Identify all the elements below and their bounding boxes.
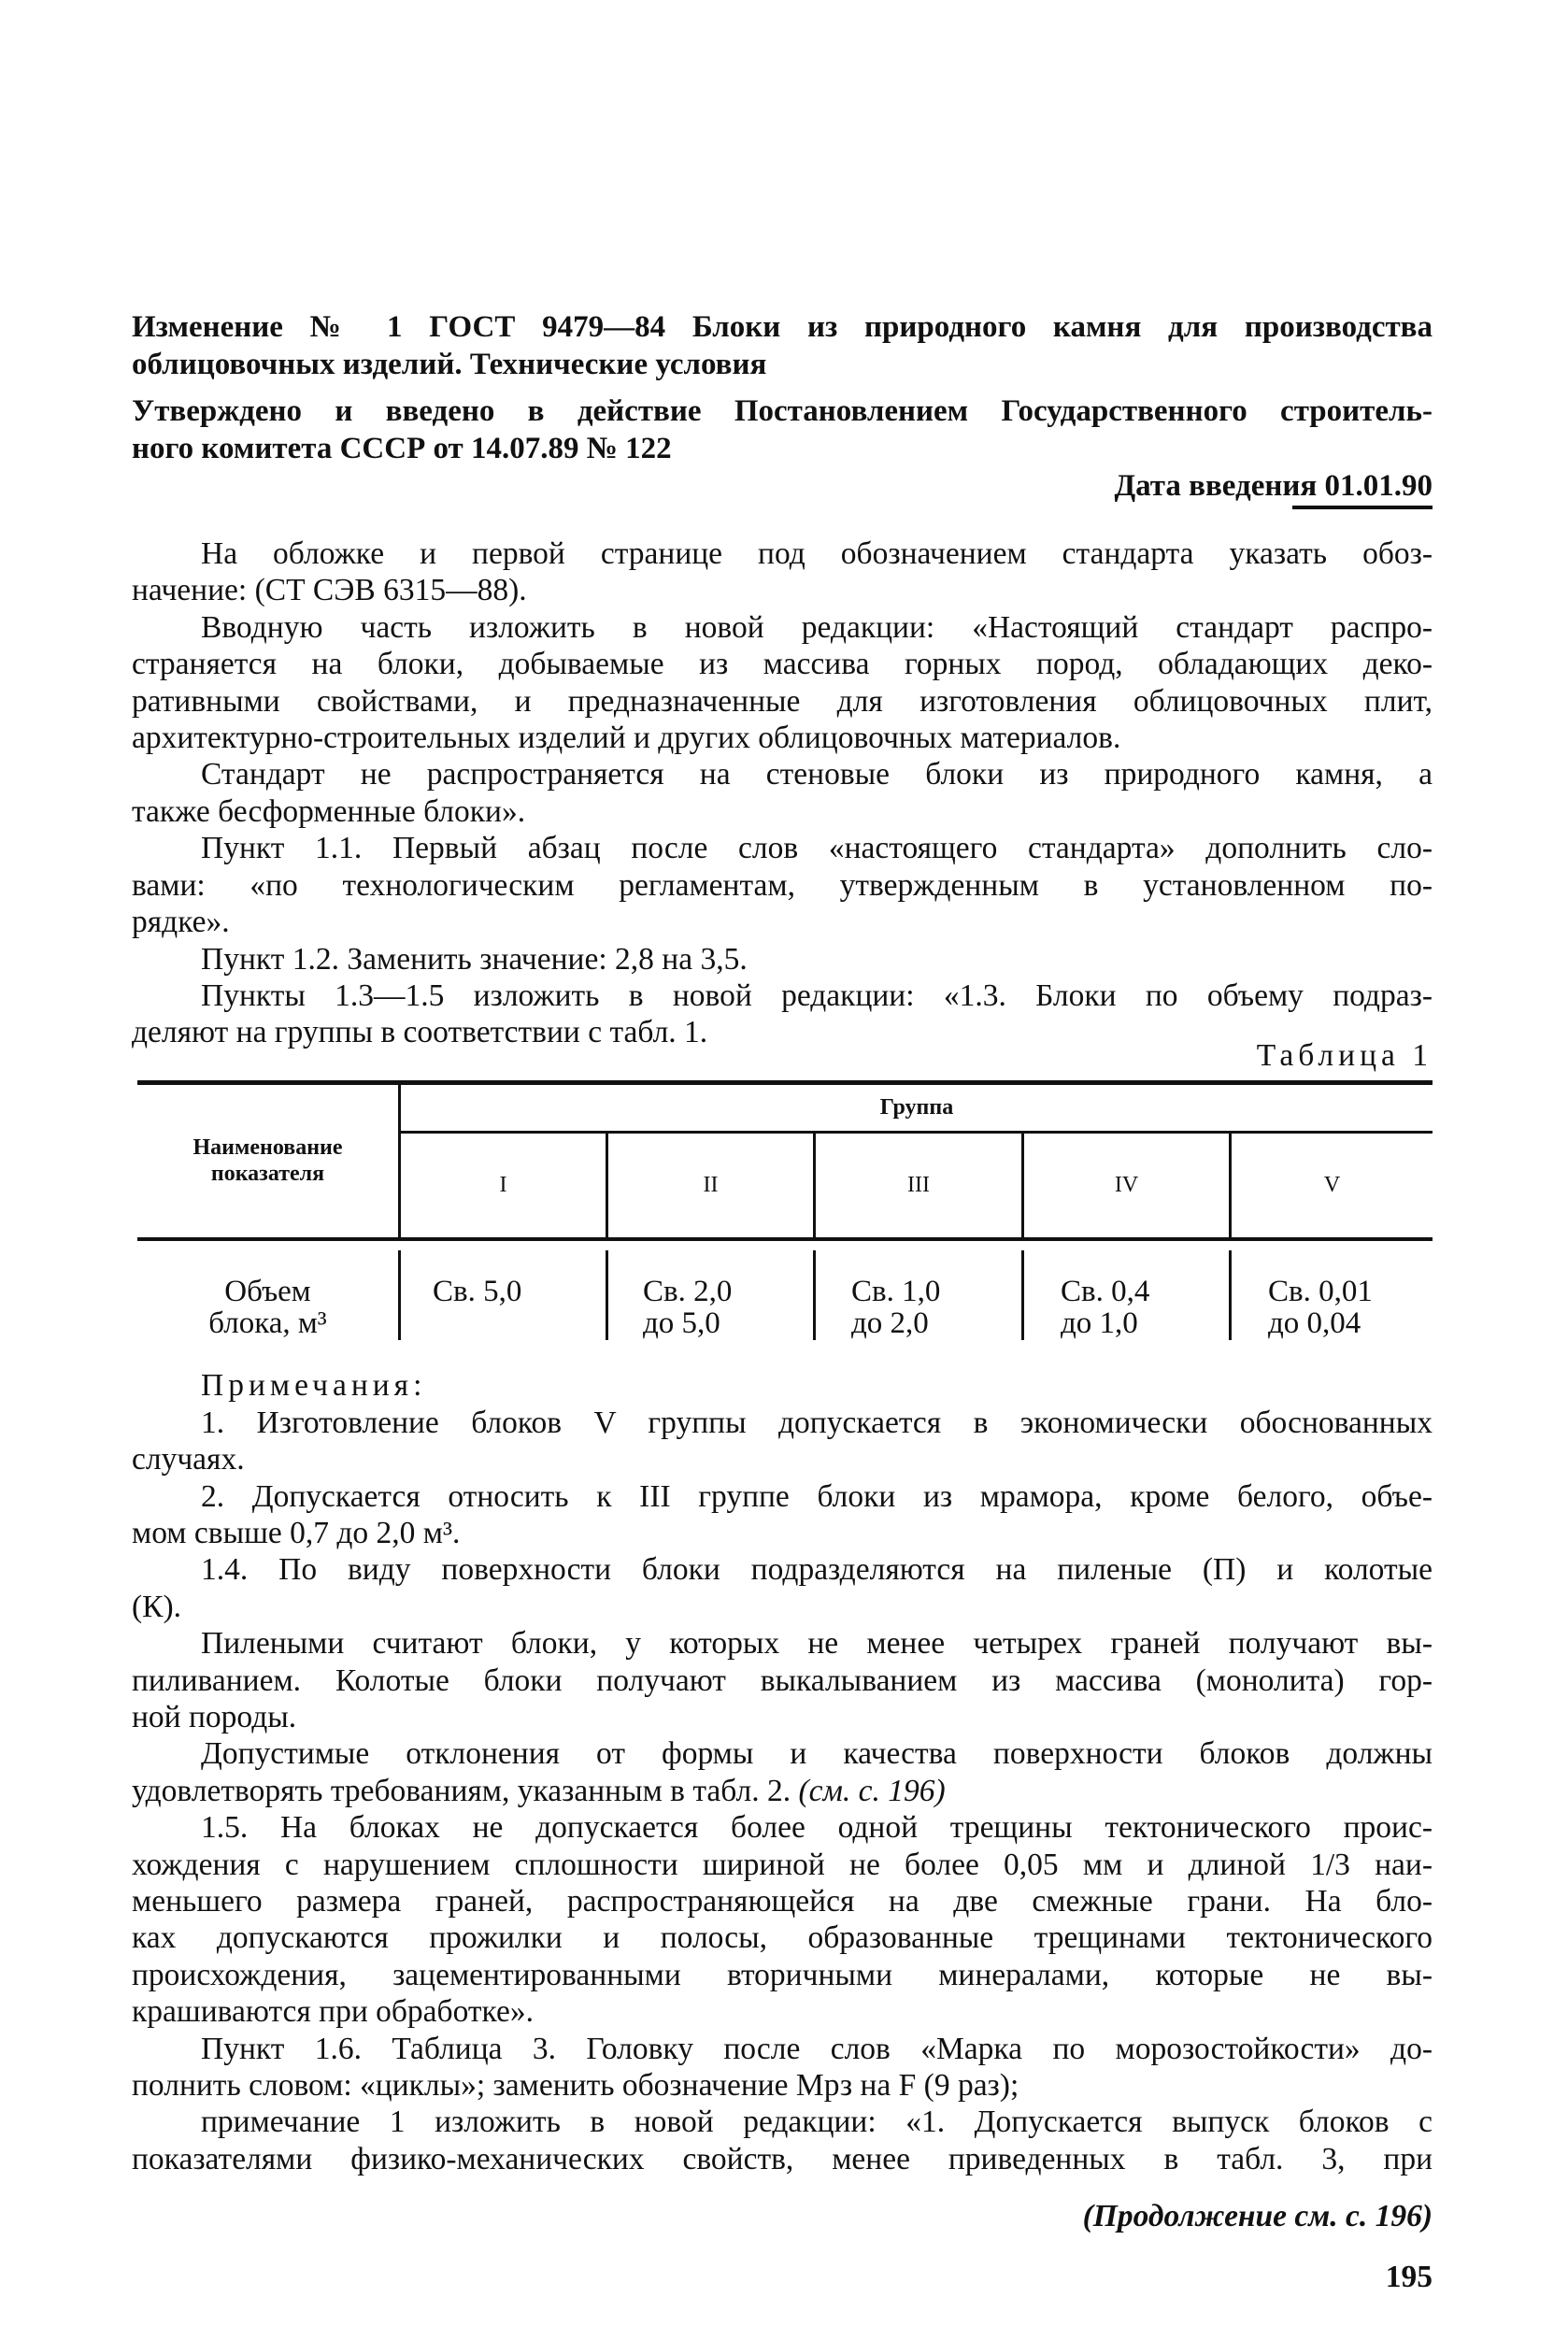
table-group-rule bbox=[400, 1131, 1433, 1134]
page-number: 195 bbox=[1385, 2260, 1433, 2294]
paragraph-line: архитектурно-строительных изделий и других облицовочных материалов. bbox=[132, 721, 1121, 755]
paragraph-line: примечание 1 изложить в новой редакции: «1. Допускается выпуск блоков с bbox=[201, 2105, 1433, 2139]
notes-heading: Примечания: bbox=[201, 1368, 427, 1403]
table-header-rule bbox=[137, 1237, 1433, 1241]
paragraph-line: происхождения, зацементированными вторичными минералами, которые не вы- bbox=[132, 1958, 1433, 1992]
table-cell bbox=[1268, 1276, 1373, 1339]
table-cell bbox=[851, 1276, 940, 1339]
table-cell-line: до 2,0 bbox=[851, 1306, 929, 1340]
table-row-label-line: блока, м³ bbox=[208, 1306, 327, 1340]
table-column-rule bbox=[398, 1250, 401, 1340]
paragraph-line: меньшего размера граней, распространяющейся на две смежные грани. На бло- bbox=[132, 1884, 1433, 1919]
table-group-header: Группа bbox=[879, 1095, 954, 1120]
page-reference: (см. с. 196) bbox=[798, 1774, 946, 1808]
paragraph-line: показателями физико-механических свойств, менее приведенных в табл. 3, при bbox=[132, 2142, 1433, 2176]
paragraph-line: случаях. bbox=[132, 1442, 245, 1477]
document-title-line-2: облицовочных изделий. Технические условия bbox=[132, 348, 767, 381]
paragraph-line: вами: «по технологическим регламентам, утвержденным в установленном по- bbox=[132, 868, 1433, 903]
paragraph-line: также бесформенные блоки». bbox=[132, 794, 526, 829]
table-cell-line: Св. 0,4 bbox=[1061, 1275, 1150, 1308]
table-row-label-line: Объем bbox=[224, 1275, 311, 1308]
table-cell bbox=[643, 1276, 732, 1339]
paragraph-line: Вводную часть изложить в новой редакции: «Настоящий стандарт распро- bbox=[201, 610, 1433, 645]
table-cell-line: Св. 2,0 bbox=[643, 1275, 733, 1308]
paragraph-line: крашиваются при обработке». bbox=[132, 1994, 534, 2029]
paragraph-line: (К). bbox=[132, 1590, 182, 1624]
paragraph-line: Стандарт не распространяется на стеновые блоки из природного камня, а bbox=[201, 757, 1433, 792]
intro-date-value: 01.01.90 bbox=[1324, 469, 1433, 503]
paragraph-line: 1.4. По виду поверхности блоки подразделяются на пиленые (П) и колотые bbox=[201, 1552, 1433, 1587]
table-row-header bbox=[137, 1134, 398, 1187]
paragraph-text: удовлетворять требованиям, указанным в табл. 2. bbox=[132, 1774, 791, 1808]
table-row-label bbox=[137, 1276, 398, 1339]
paragraph-line: хождения с нарушением сплошности шириной не более 0,05 мм и длиной 1/3 наи- bbox=[132, 1848, 1433, 1882]
paragraph-line: полнить словом: «циклы»; заменить обозначение Мрз на F (9 раз); bbox=[132, 2068, 1019, 2103]
table-cell-line: Св. 5,0 bbox=[433, 1275, 522, 1308]
paragraph-line: начение: (СТ СЭВ 6315—88). bbox=[132, 573, 527, 607]
paragraph-line: 1. Изготовление блоков V группы допускается в экономически обоснованных bbox=[201, 1405, 1433, 1440]
table-top-rule bbox=[137, 1080, 1433, 1085]
document-title-line-1: Изменение № 1 ГОСТ 9479—84 Блоки из природного камня для производства bbox=[132, 310, 1433, 344]
paragraph-line: Пункты 1.3—1.5 изложить в новой редакции: «1.3. Блоки по объему подраз- bbox=[201, 978, 1433, 1013]
paragraph-line: ративными свойствами, и предназначенные для изготовления облицовочных плит, bbox=[132, 684, 1433, 719]
paragraph-line: На обложке и первой странице под обозначением стандарта указать обоз- bbox=[201, 536, 1433, 571]
paragraph-line bbox=[132, 1773, 946, 1809]
table-column-rule bbox=[1229, 1250, 1232, 1340]
table-caption: Таблица 1 bbox=[1256, 1038, 1433, 1073]
table-cell-line: до 1,0 bbox=[1061, 1306, 1138, 1340]
paragraph-line: Допустимые отклонения от формы и качества поверхности блоков должны bbox=[201, 1736, 1433, 1771]
approval-line-1: Утверждено и введено в действие Постановлением Государственного строитель- bbox=[132, 394, 1433, 428]
table-group-col: V bbox=[1323, 1173, 1341, 1197]
table-group-col: III bbox=[907, 1173, 930, 1197]
paragraph-line: рядке». bbox=[132, 905, 230, 939]
approval-line-2: ного комитета СССР от 14.07.89 № 122 bbox=[132, 432, 672, 465]
continuation-note: (Продолжение см. с. 196) bbox=[1082, 2199, 1433, 2233]
paragraph-line: мом свыше 0,7 до 2,0 м³. bbox=[132, 1516, 461, 1550]
paragraph-line: 2. Допускается относить к III группе блоки из мрамора, кроме белого, объе- bbox=[201, 1479, 1433, 1514]
table-cell-line: до 0,04 bbox=[1268, 1306, 1361, 1340]
table-column-rule bbox=[1021, 1250, 1024, 1340]
paragraph-line: ной породы. bbox=[132, 1700, 297, 1734]
table-cell bbox=[1061, 1276, 1149, 1339]
intro-date bbox=[1114, 467, 1433, 505]
table-cell-line: Св. 1,0 bbox=[851, 1275, 941, 1308]
table-cell-line: до 5,0 bbox=[643, 1306, 720, 1340]
date-underline bbox=[1292, 506, 1433, 509]
paragraph-line: пиливанием. Колотые блоки получают выкалыванием из массива (монолита) гор- bbox=[132, 1663, 1433, 1698]
intro-date-label: Дата введения bbox=[1114, 469, 1318, 503]
table-group-col: IV bbox=[1114, 1173, 1139, 1197]
paragraph-line: деляют на группы в соответствии с табл. 1. bbox=[132, 1015, 708, 1049]
table-column-rule bbox=[606, 1250, 608, 1340]
table-row-header-line: Наименование bbox=[192, 1135, 343, 1160]
paragraph-line: страняется на блоки, добываемые из массива горных пород, обладающих деко- bbox=[132, 647, 1433, 681]
paragraph-line: Пункт 1.6. Таблица 3. Головку после слов «Марка по морозостойкости» до- bbox=[201, 2032, 1433, 2066]
table-column-rule bbox=[813, 1250, 816, 1340]
table-group-col: II bbox=[703, 1173, 719, 1197]
table-cell-line: Св. 0,01 bbox=[1268, 1275, 1373, 1308]
table-cell bbox=[433, 1276, 521, 1307]
table-group-col: I bbox=[499, 1173, 507, 1197]
paragraph-line: Пункт 1.2. Заменить значение: 2,8 на 3,5. bbox=[201, 942, 748, 977]
paragraph-line: Пункт 1.1. Первый абзац после слов «настоящего стандарта» дополнить сло- bbox=[201, 831, 1433, 865]
table-row-header-line: показателя bbox=[210, 1162, 325, 1186]
paragraph-line: ках допускаются прожилки и полосы, образованные трещинами тектонического bbox=[132, 1920, 1433, 1955]
paragraph-line: Пилеными считают блоки, у которых не менее четырех граней получают вы- bbox=[201, 1626, 1433, 1661]
paragraph-line: 1.5. На блоках не допускается более одной трещины тектонического проис- bbox=[201, 1810, 1433, 1845]
